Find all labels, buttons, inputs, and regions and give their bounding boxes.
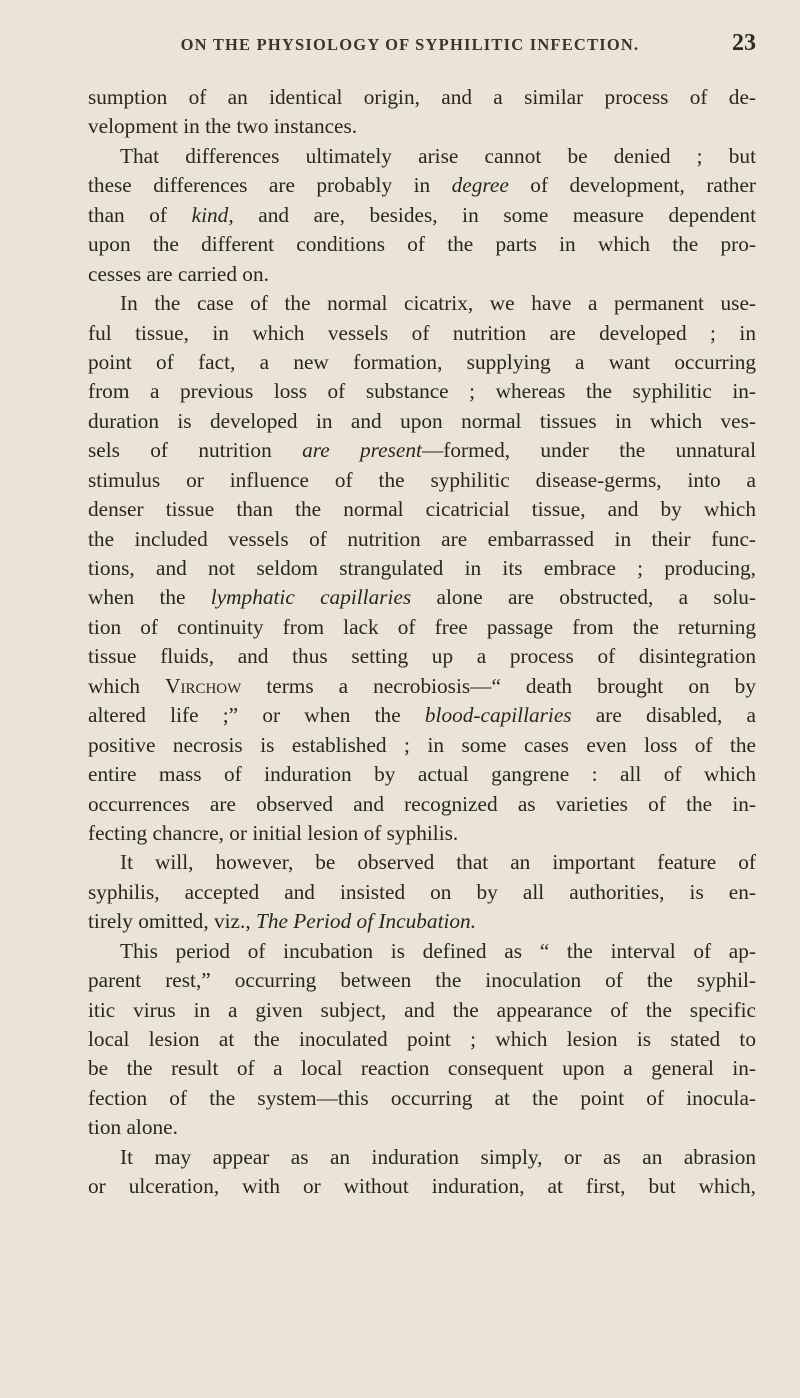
text-line [88,613,756,642]
text-segment: It may appear as an induration simply, or as an abrasion [120,1144,756,1169]
text-segment: parent rest,” occurring between the inoculation of the syphil- [88,968,756,993]
body-text [88,83,756,1202]
text-line [88,348,756,377]
text-line [88,642,756,671]
text-segment: upon the different conditions of the parts in which the pro- [88,232,756,257]
text-segment: the included vessels of nutrition are embarrassed in their func- [88,526,756,551]
text-line [88,171,756,200]
italic-text: degree [451,173,509,198]
text-line [88,377,756,406]
text-line [88,407,756,436]
text-line [88,848,756,877]
text-line [88,966,756,995]
text-segment: from a previous loss of substance ; whereas the syphilitic in- [88,379,756,404]
text-line [88,1143,756,1172]
text-line [88,1113,756,1142]
text-line [88,230,756,259]
text-line [88,201,756,230]
text-segment: duration is developed in and upon normal tissues in which ves- [88,408,756,433]
text-line [88,260,756,289]
text-segment: It will, however, be observed that an important feature of [120,850,756,875]
text-segment: terms a necrobiosis—“ death brought on by [241,673,756,698]
text-line [88,1054,756,1083]
text-segment: entire mass of induration by actual gangrene : all of which [88,762,756,787]
text-line [88,525,756,554]
text-segment: In the case of the normal cicatrix, we have a permanent use- [120,291,756,316]
text-segment: of development, rather [508,173,756,198]
text-segment: be the result of a local reaction consequent upon a general in- [88,1056,756,1081]
page-header [88,30,756,62]
text-line [88,289,756,318]
text-line [88,466,756,495]
text-segment: are disabled, a [571,703,756,728]
text-segment: point of fact, a new formation, supplying a want occurring [88,349,756,374]
text-segment: than of [88,202,192,227]
text-segment: fecting chancre, or initial lesion of syphilis. [88,820,459,845]
text-segment: velopment in the two instances. [88,114,358,139]
text-line [88,554,756,583]
text-segment: tissue fluids, and thus setting up a process of disintegration [88,644,756,669]
text-segment: occurrences are observed and recognized as varieties of the in- [88,791,756,816]
text-segment: syphilis, accepted and insisted on by all authorities, is en- [88,879,756,904]
text-line [88,1084,756,1113]
text-segment: alone are obstructed, a solu- [411,585,757,610]
running-title: ON THE PHYSIOLOGY OF SYPHILITIC INFECTION. [180,35,640,54]
text-segment: sels of nutrition [88,438,303,463]
text-segment: or ulceration, with or without induration, at first, but which, [88,1174,756,1199]
text-line [88,701,756,730]
small-caps-name: Virchow [165,673,242,698]
italic-text: kind [191,202,229,227]
text-segment: tion of continuity from lack of free passage from the returning [88,614,756,639]
text-segment: local lesion at the inoculated point ; which lesion is stated to [88,1027,756,1051]
text-segment: cesses are carried on. [88,261,269,286]
text-segment: altered life ;” or when the [88,703,425,728]
text-line [88,142,756,171]
text-line [88,819,756,848]
text-line [88,1025,756,1054]
italic-text: are present [302,438,422,463]
text-line [88,760,756,789]
text-segment: these differences are probably in [88,173,452,198]
text-line [88,878,756,907]
italic-text: blood-capillaries [424,703,572,728]
text-segment: sumption of an identical origin, and a similar process of de- [88,85,756,109]
text-segment: , and are, besides, in some measure dependent [228,202,757,227]
text-segment: which [88,673,166,698]
text-segment: That differences ultimately arise cannot be denied ; but [120,143,756,168]
text-segment: positive necrosis is established ; in some cases even loss of the [88,732,756,757]
text-line [88,996,756,1025]
text-line [88,319,756,348]
text-segment: itic virus in a given subject, and the appearance of the specific [88,997,756,1022]
text-line [88,907,756,936]
text-line [88,672,756,701]
text-segment: tion alone. [88,1115,178,1140]
text-line [88,1172,756,1201]
page-number: 23 [732,30,756,56]
text-segment: ful tissue, in which vessels of nutrition are developed ; in [88,320,756,345]
text-segment: fection of the system—this occurring at the point of inocula- [88,1085,756,1110]
italic-text: The Period of Incubation. [255,909,477,934]
text-line [88,112,756,141]
text-line [88,583,756,612]
text-segment: tirely omitted, viz., [88,909,256,934]
text-line [88,731,756,760]
text-line [88,495,756,524]
text-line [88,790,756,819]
text-segment: when the [88,585,211,610]
text-line [88,83,756,112]
text-segment: denser tissue than the normal cicatricial tissue, and by which [88,497,756,522]
text-line [88,436,756,465]
text-segment: This period of incubation is defined as “ the interval of ap- [120,938,756,963]
text-line [88,937,756,966]
text-segment: tions, and not seldom strangulated in its embrace ; producing, [88,556,756,580]
text-segment: stimulus or influence of the syphilitic disease-germs, into a [88,467,756,492]
italic-text: lymphatic capillaries [210,585,412,610]
text-segment: —formed, under the unnatural [421,438,757,463]
